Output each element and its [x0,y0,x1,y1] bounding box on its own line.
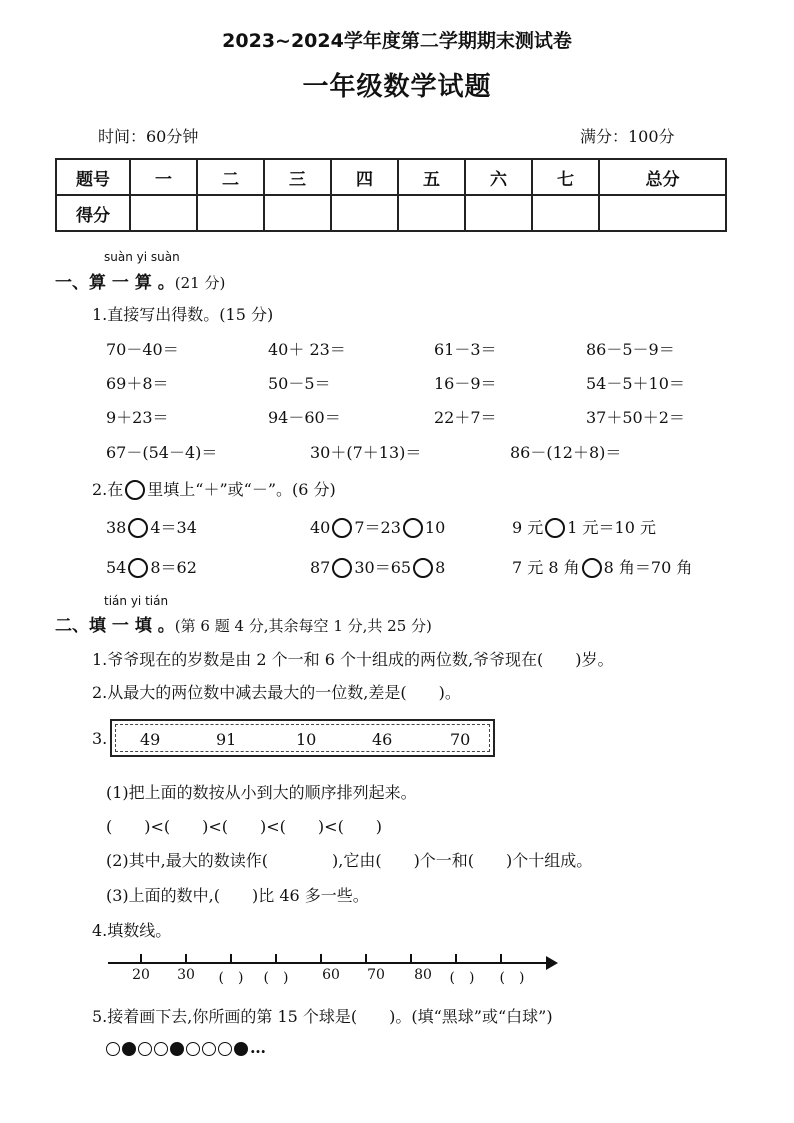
number-line-tick [455,954,457,963]
ellipsis: … [250,1038,266,1057]
arithmetic-item: 69＋8＝ [106,374,169,393]
black-ball-icon [234,1042,248,1056]
operand: 54 [106,558,127,577]
white-ball-icon [154,1042,168,1056]
operator-blank[interactable] [403,518,423,538]
section2-heading [55,611,432,636]
arithmetic-item: 67－(54－4)＝ [106,443,218,462]
score-input-cell[interactable] [331,195,398,231]
arithmetic-item: 54－5＋10＝ [586,374,685,393]
exam-time: 时间：60分钟 [98,127,199,146]
score-input-cell[interactable] [130,195,197,231]
score-table-cell: 得分 [56,195,130,231]
box-number: 49 [140,730,161,749]
number-line-tick [185,954,187,963]
arithmetic-item: 37＋50＋2＝ [586,408,685,427]
question-1-1: 1.直接写出得数。(15 分) [92,305,274,324]
score-input-cell[interactable] [197,195,264,231]
operator-item [106,515,197,538]
number-line-label: 60 [322,967,340,983]
number-line-axis [108,962,548,964]
arithmetic-item: 9＋23＝ [106,408,169,427]
number-line-tick [320,954,322,963]
score-table-header-row [56,159,726,195]
question-1-2 [92,477,336,500]
operand: 4＝34 [150,518,197,537]
operator-blank[interactable] [413,558,433,578]
score-table-cell: 五 [398,159,465,195]
number-line-blank[interactable]: ( ) [263,970,289,986]
number-line-tick [140,954,142,963]
number-line-blank[interactable]: ( ) [218,970,244,986]
score-input-cell[interactable] [465,195,532,231]
score-input-cell[interactable] [398,195,465,231]
ball-row [106,1038,250,1057]
score-table-cell: 六 [465,159,532,195]
section1-points: (21 分) [174,274,226,292]
operator-blank[interactable] [128,558,148,578]
operand: 30＝65 [354,558,412,577]
arithmetic-item: 86－5－9＝ [586,340,675,359]
white-ball-icon [202,1042,216,1056]
number-line-blank[interactable]: ( ) [449,970,475,986]
question-2-2: 2.从最大的两位数中减去最大的一位数,差是( )。 [92,683,461,702]
operand: 40 [310,518,331,537]
operator-blank[interactable] [332,518,352,538]
number-line-label: 80 [414,967,432,983]
number-line-tick [500,954,502,963]
number-line-blank[interactable]: ( ) [499,970,525,986]
arithmetic-item: 50－5＝ [268,374,331,393]
operand: 9 元 [512,518,544,537]
arithmetic-item: 30＋(7＋13)＝ [310,443,422,462]
box-number: 46 [372,730,393,749]
white-ball-icon [138,1042,152,1056]
question-2-3-3: (3)上面的数中,( )比 46 多一些。 [106,886,369,905]
score-table-cell: 总分 [599,159,726,195]
arithmetic-item: 70－40＝ [106,340,179,359]
score-table [55,158,727,232]
exam-series-title: 2023~2024学年度第二学期期末测试卷 [222,30,572,52]
circle-blank-icon [125,480,145,500]
operand: 38 [106,518,127,537]
score-input-cell[interactable] [532,195,599,231]
score-table-score-row [56,195,726,231]
question-2-3-label: 3. [92,729,108,748]
arithmetic-item: 40＋ 23＝ [268,340,346,359]
score-input-cell[interactable] [599,195,726,231]
section1-heading [55,268,225,293]
section2-heading-text: 二、填 一 填 。 [55,616,175,636]
operator-item [106,555,197,578]
white-ball-icon [218,1042,232,1056]
section2-pinyin: tián yi tián [104,594,169,608]
black-ball-icon [122,1042,136,1056]
exam-title: 一年级数学试题 [302,72,492,102]
arithmetic-item: 16－9＝ [434,374,497,393]
exam-full-score: 满分：100分 [580,127,675,146]
arithmetic-item: 94－60＝ [268,408,341,427]
arithmetic-item: 86－(12＋8)＝ [510,443,622,462]
number-line-tick [230,954,232,963]
arithmetic-item: 22＋7＝ [434,408,497,427]
score-table-cell: 二 [197,159,264,195]
question-2-3-2: (2)其中,最大的数读作( ),它由( )个一和( )个十组成。 [106,851,593,870]
section1-pinyin: suàn yi suàn [104,250,180,264]
white-ball-icon [106,1042,120,1056]
number-line-label: 70 [367,967,385,983]
box-number: 70 [450,730,471,749]
operand: 7＝23 [354,518,401,537]
score-input-cell[interactable] [264,195,331,231]
white-ball-icon [186,1042,200,1056]
ordering-blanks[interactable]: ( )<( )<( )<( )<( ) [106,817,383,836]
section2-points: (第 6 题 4 分,其余每空 1 分,共 25 分) [174,617,432,635]
score-table-cell: 一 [130,159,197,195]
number-line-tick [275,954,277,963]
operand: 1 元＝10 元 [567,518,656,537]
score-table-cell: 题号 [56,159,130,195]
operand: 8 [435,558,446,577]
operator-item [512,515,656,538]
operator-item [512,555,692,578]
box-number: 10 [296,730,317,749]
operator-blank[interactable] [545,518,565,538]
arithmetic-item: 61－3＝ [434,340,497,359]
operator-blank[interactable] [332,558,352,578]
question-2-1: 1.爷爷现在的岁数是由 2 个一和 6 个十组成的两位数,爷爷现在( )岁。 [92,650,614,669]
operand: 7 元 8 角 [512,558,580,577]
question-2-5: 5.接着画下去,你所画的第 15 个球是( )。(填“黑球”或“白球”) [92,1007,553,1026]
operator-item [310,555,445,578]
question-2-4: 4.填数线。 [92,921,172,940]
score-table-cell: 四 [331,159,398,195]
operator-blank[interactable] [128,518,148,538]
number-line-label: 20 [132,967,150,983]
operand: 8 角＝70 角 [603,558,693,577]
score-table-cell: 七 [532,159,599,195]
operand: 8＝62 [150,558,197,577]
number-line-label: 30 [177,967,195,983]
question-1-2-prefix: 2.在 [92,480,124,499]
number-line-tick [410,954,412,963]
number-box [110,719,495,757]
arrow-right-icon [546,956,558,970]
question-1-2-text: 里填上“＋”或“－”。(6 分) [147,480,336,499]
number-line-tick [365,954,367,963]
operator-blank[interactable] [582,558,602,578]
operator-item [310,515,445,538]
ball-sequence [106,1038,266,1057]
question-2-3-1: (1)把上面的数按从小到大的顺序排列起来。 [106,783,417,802]
box-number: 91 [216,730,237,749]
operand: 87 [310,558,331,577]
section1-heading-text: 一、算 一 算 。 [55,273,175,293]
score-table-cell: 三 [264,159,331,195]
black-ball-icon [170,1042,184,1056]
operand: 10 [424,518,446,537]
